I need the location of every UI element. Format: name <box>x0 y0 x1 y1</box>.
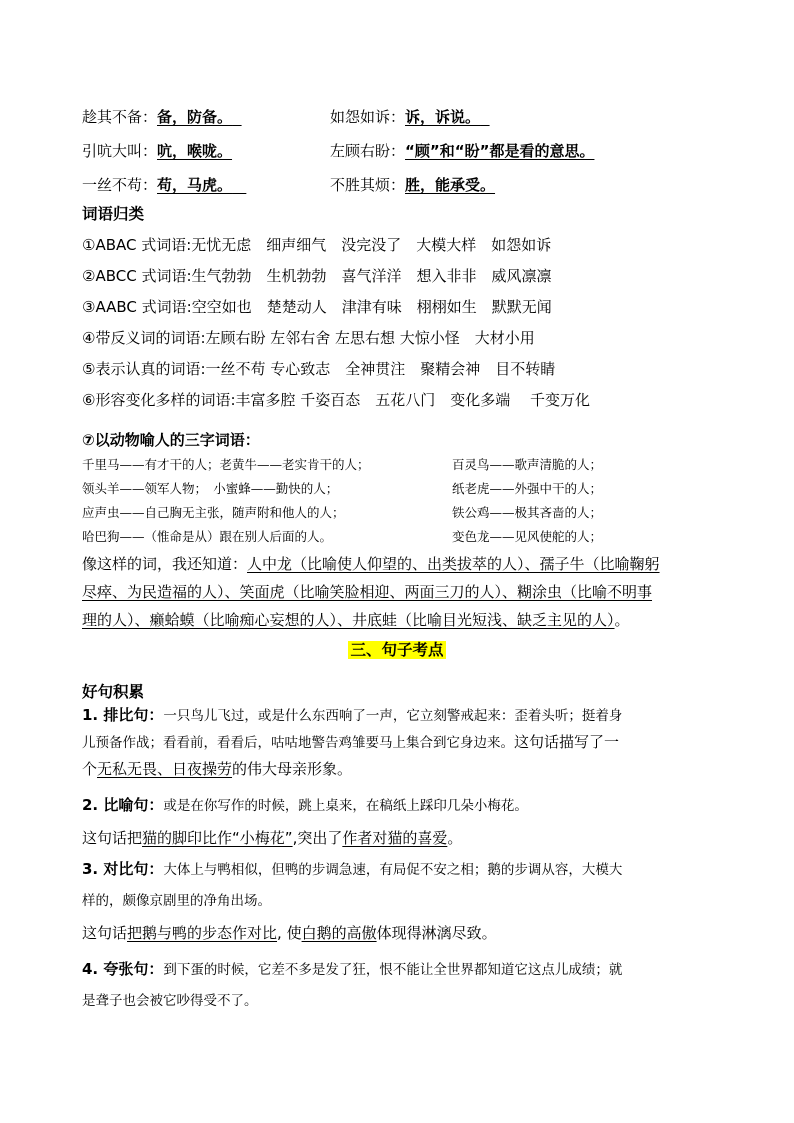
idiom-word: 如怨如诉： <box>330 108 406 126</box>
animal-pair: 变色龙——见风使舵的人； <box>452 529 603 544</box>
idiom-word: 引吭大叫： <box>82 142 158 160</box>
sentence-1: 1. 排比句：一只鸟儿飞过，或是什么东西响了一声，它立刻警戒起来：歪着头听；挺着身 儿预备作战；看看前，看看后，咕咕地警告鸡雏要马上集合到它身边来。这句话描写了一 个无私无畏、日夜操劳的伟大母亲形象。 <box>82 706 623 778</box>
idiom-row <box>330 140 594 162</box>
animals-more-end: 。 <box>614 611 630 629</box>
classify-item: ⑤表示认真的词语:一丝不苟 专心致志 全神贯注 聚精会神 目不转睛 <box>82 360 556 378</box>
sentence-note: 这句话描写了一 <box>514 733 620 751</box>
idiom-word: 左顾右盼： <box>330 142 406 160</box>
idiom-row <box>330 174 495 196</box>
sentence-3: 3. 对比句：大体上与鸭相似，但鸭的步调急速，有局促不安之相；鹅的步调从容，大模大 样的，颇像京剧里的净角出场。 这句话把鹅与鸭的步态作对比, 使白鹅的高傲体现得淋漓尽致。 <box>82 860 623 942</box>
sentence-text: 样的，颇像京剧里的净角出场。 <box>82 893 271 909</box>
sentence-text: 到下蛋的时候，它差不多是发了狂，恨不能让全世界都知道它这点儿成绩；就 <box>163 962 623 978</box>
sentence-text: 是聋子也会被它吵得受不了。 <box>82 993 258 1009</box>
sentence-note-key: 把鹅与鸭的步态作对比 <box>127 924 278 942</box>
sentence-2: 2. 比喻句：或是在你写作的时候，跳上桌来，在稿纸上踩印几朵小梅花。 这句话把猫的脚印比作“小梅花”,突出了作者对猫的喜爱。 <box>82 796 528 847</box>
idiom-row <box>82 174 246 196</box>
sentence-label: 3. 对比句： <box>82 860 164 878</box>
idiom-word: 趁其不备： <box>82 108 158 126</box>
section-title-wrap <box>0 638 794 660</box>
classify-item: ②ABCC 式词语:生气勃勃 生机勃勃 喜气洋洋 想入非非 威风凛凛 <box>82 267 552 285</box>
section-title: 三、句子考点 <box>350 641 444 659</box>
classify-item: ④带反义词的词语:左顾右盼 左邻右舍 左思右想 大惊小怪 大材小用 <box>82 329 535 347</box>
animals-more-text: 人中龙（比喻使人仰望的、出类拔萃的人）、孺子牛（比喻鞠躬 <box>247 555 660 573</box>
animals-more-text: 尽瘁、为民造福的人）、笑面虎（比喻笑脸相迎、两面三刀的人）、糊涂虫（比喻不明事 <box>82 583 653 601</box>
animals-more-text: 理的人）、癞蛤蟆（比喻痴心妄想的人）、井底蛙（比喻目光短浅、缺乏主见的人） <box>82 611 615 629</box>
sentence-text: 儿预备作战；看看前，看看后，咕咕地警告鸡雏要马上集合到它身边来。 <box>82 735 514 751</box>
sentence-note-key: 白鹅的高傲 <box>301 924 377 942</box>
animal-pair: 哈巴狗——（惟命是从）跟在别人后面的人。 <box>82 529 333 544</box>
sentence-note-key: 作者对猫的喜爱 <box>342 829 448 847</box>
idiom-answer: “顾”和“盼”都是看的意思。 <box>405 142 595 160</box>
idiom-word: 一丝不苟： <box>82 176 158 194</box>
idiom-answer: 胜，能承受。 <box>405 176 496 194</box>
classify-item: ⑥形容变化多样的词语:丰富多腔 千姿百态 五花八门 变化多端 千变万化 <box>82 391 591 409</box>
idiom-answer: 苟，马虎。 <box>157 176 233 194</box>
sentence-label: 1. 排比句： <box>82 706 164 724</box>
animals-more-prefix: 像这样的词，我还知道： <box>82 555 248 573</box>
idiom-row <box>82 106 242 128</box>
animals-more <box>82 550 714 634</box>
classify-item: ①ABAC 式词语:无忧无虑 细声细气 没完没了 大模大样 如怨如诉 <box>82 236 552 254</box>
sentence-note-key: 猫的脚印比作“小梅花” <box>142 829 293 847</box>
idiom-word: 不胜其烦： <box>330 176 406 194</box>
sentence-label: 4. 夸张句： <box>82 960 164 978</box>
classify-item: ③AABC 式词语:空空如也 楚楚动人 津津有味 栩栩如生 默默无闻 <box>82 298 552 316</box>
idiom-answer: 备，防备。 <box>157 108 233 126</box>
idiom-row <box>330 106 490 128</box>
animal-pair: 应声虫——自己胸无主张，随声附和他人的人； <box>82 505 345 520</box>
sentence-label: 2. 比喻句： <box>82 796 164 814</box>
animal-pair: 百灵鸟——歌声清脆的人； <box>452 457 603 472</box>
sentence-4 <box>82 956 714 1014</box>
classify-heading: 词语归类 <box>82 205 145 223</box>
idiom-answer: 诉，诉说。 <box>405 108 481 126</box>
animal-pair: 千里马——有才干的人；老黄牛——老实肯干的人； <box>82 457 370 472</box>
animals-heading: ⑦以动物喻人的三字词语： <box>82 431 260 449</box>
animal-pair: 纸老虎——外强中干的人； <box>452 481 603 496</box>
idiom-row <box>82 140 232 162</box>
animal-pair: 铁公鸡——极其吝啬的人； <box>452 505 603 520</box>
idiom-answer: 吭，喉咙。 <box>157 142 233 160</box>
animal-pair: 领头羊——领军人物； 小蜜蜂——勤快的人； <box>82 481 339 496</box>
sentence-note-key: 无私无畏、日夜操劳 <box>97 760 233 778</box>
good-heading: 好句积累 <box>82 683 145 701</box>
sentence-text: 大体上与鸭相似，但鸭的步调急速，有局促不安之相；鹅的步调从容，大模大 <box>163 862 623 878</box>
sentence-text: 一只鸟儿飞过，或是什么东西响了一声，它立刻警戒起来：歪着头听；挺着身 <box>163 708 623 724</box>
sentence-text: 或是在你写作的时候，跳上桌来，在稿纸上踩印几朵小梅花。 <box>163 798 528 814</box>
